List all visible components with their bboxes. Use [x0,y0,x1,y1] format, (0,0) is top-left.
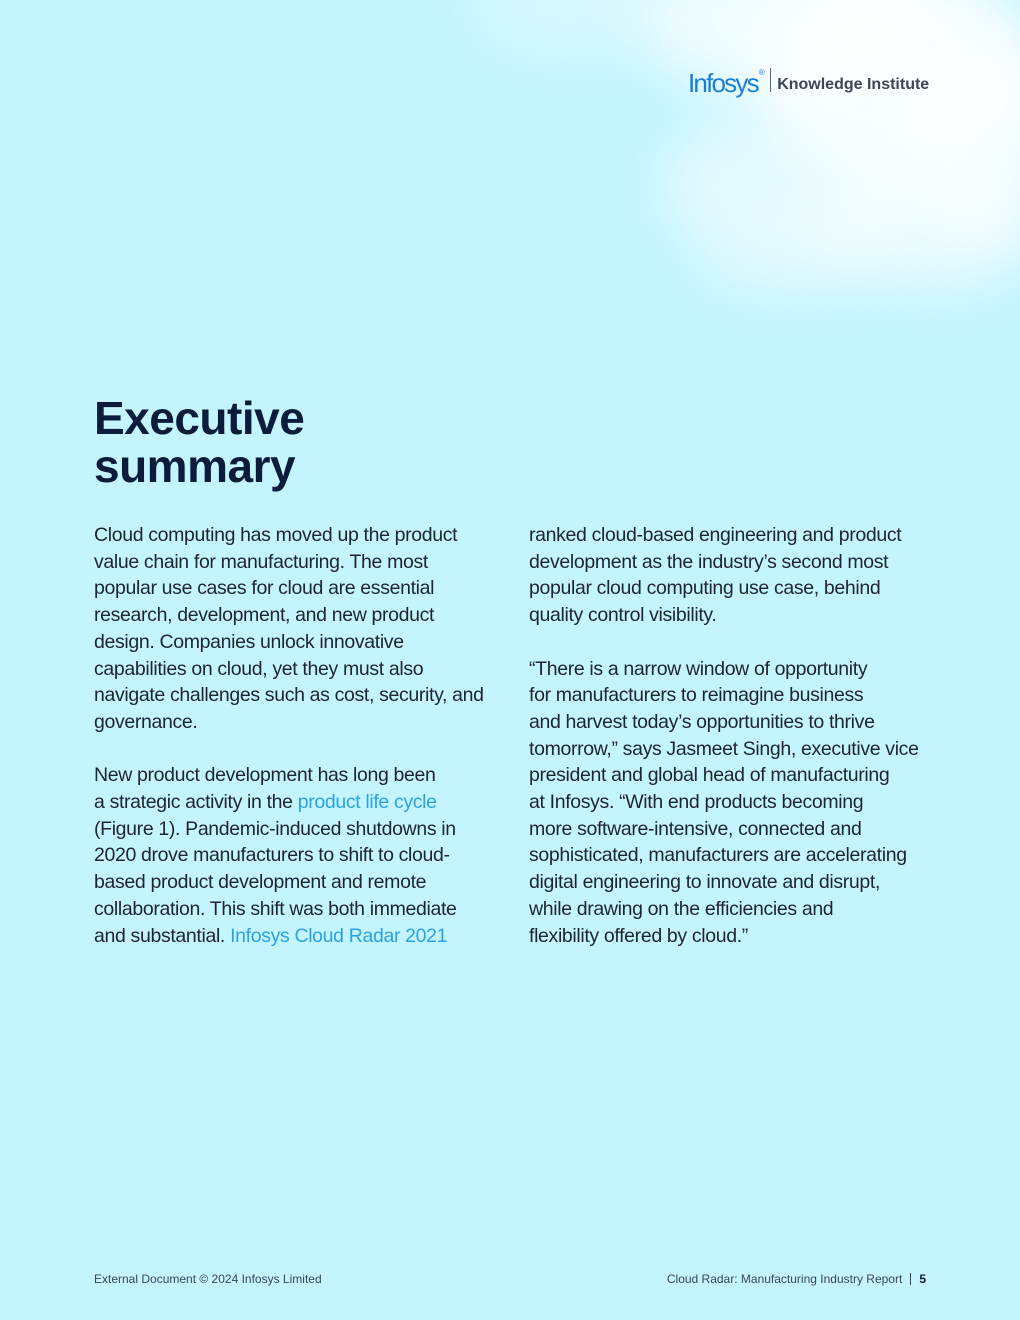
logo-subtitle: Knowledge Institute [777,76,930,93]
text-line: based product development and remote [94,871,427,894]
left-paragraph-1 [94,522,494,736]
text-line: popular use cases for cloud are essential [94,577,435,600]
text-line: ranked cloud-based engineering and product [529,524,902,546]
right-column [529,522,929,976]
text-line [94,923,494,950]
text-line: 2020 drove manufacturers to shift to cloud- [94,844,450,867]
text-line: development as the industry’s second most [529,550,889,573]
text-line: more software-intensive, connected and [529,817,862,840]
text-line: design. Companies unlock innovative [94,630,404,653]
footer-divider [910,1273,911,1285]
page-title [94,394,394,490]
text-line: New product development has long been [94,764,436,787]
infosys-knowledge-institute-logo [688,64,929,96]
text-fragment: a strategic activity in the [94,791,298,814]
right-paragraph-1 [529,522,929,629]
product-life-cycle-link[interactable]: product life cycle [297,791,437,814]
logo-divider [770,68,772,92]
text-line [94,789,494,816]
text-line: “There is a narrow window of opportunity [529,657,868,680]
footer-copyright: External Document © 2024 Infosys Limited [94,1272,322,1286]
text-line: flexibility offered by cloud.” [529,924,748,947]
text-line: digital engineering to innovate and disrupt, [529,871,881,894]
text-line: popular cloud computing use case, behind [529,577,881,600]
text-line: collaboration. This shift was both immediate [94,897,457,920]
left-paragraph-2 [94,762,494,949]
right-paragraph-2-quote [529,656,929,950]
text-fragment: and substantial. [94,924,231,947]
text-line: Cloud computing has moved up the product [94,524,458,546]
text-line: while drawing on the efficiencies and [529,897,834,920]
text-line: president and global head of manufacturing [529,764,890,787]
text-line: navigate challenges such as cost, security, and [94,684,484,707]
page-title-line-2: summary [94,440,296,492]
text-line: (Figure 1). Pandemic-induced shutdowns in [94,817,456,840]
text-line: value chain for manufacturing. The most [94,550,428,573]
left-column [94,522,494,976]
cloud-radar-2021-link[interactable]: Infosys Cloud Radar 2021 [230,924,448,947]
text-line: quality control visibility. [529,604,717,627]
page-title-line-1: Executive [94,392,305,444]
footer-report-title: Cloud Radar: Manufacturing Industry Report [666,1272,903,1286]
registered-mark: ® [758,68,765,77]
text-line: sophisticated, manufacturers are accelerating [529,844,907,867]
text-line: at Infosys. “With end products becoming [529,791,864,814]
text-line: and harvest today’s opportunities to thrive [529,710,875,733]
footer-report-info [667,1272,926,1286]
text-line: capabilities on cloud, yet they must also [94,657,424,680]
page-number: 5 [919,1272,926,1286]
text-line: research, development, and new product [94,604,435,627]
text-line: for manufacturers to reimagine business [529,684,864,707]
text-line: governance. [94,710,198,733]
logo-brand: Infosys [688,68,758,98]
text-line: tomorrow,” says Jasmeet Singh, executive vice [529,737,919,760]
